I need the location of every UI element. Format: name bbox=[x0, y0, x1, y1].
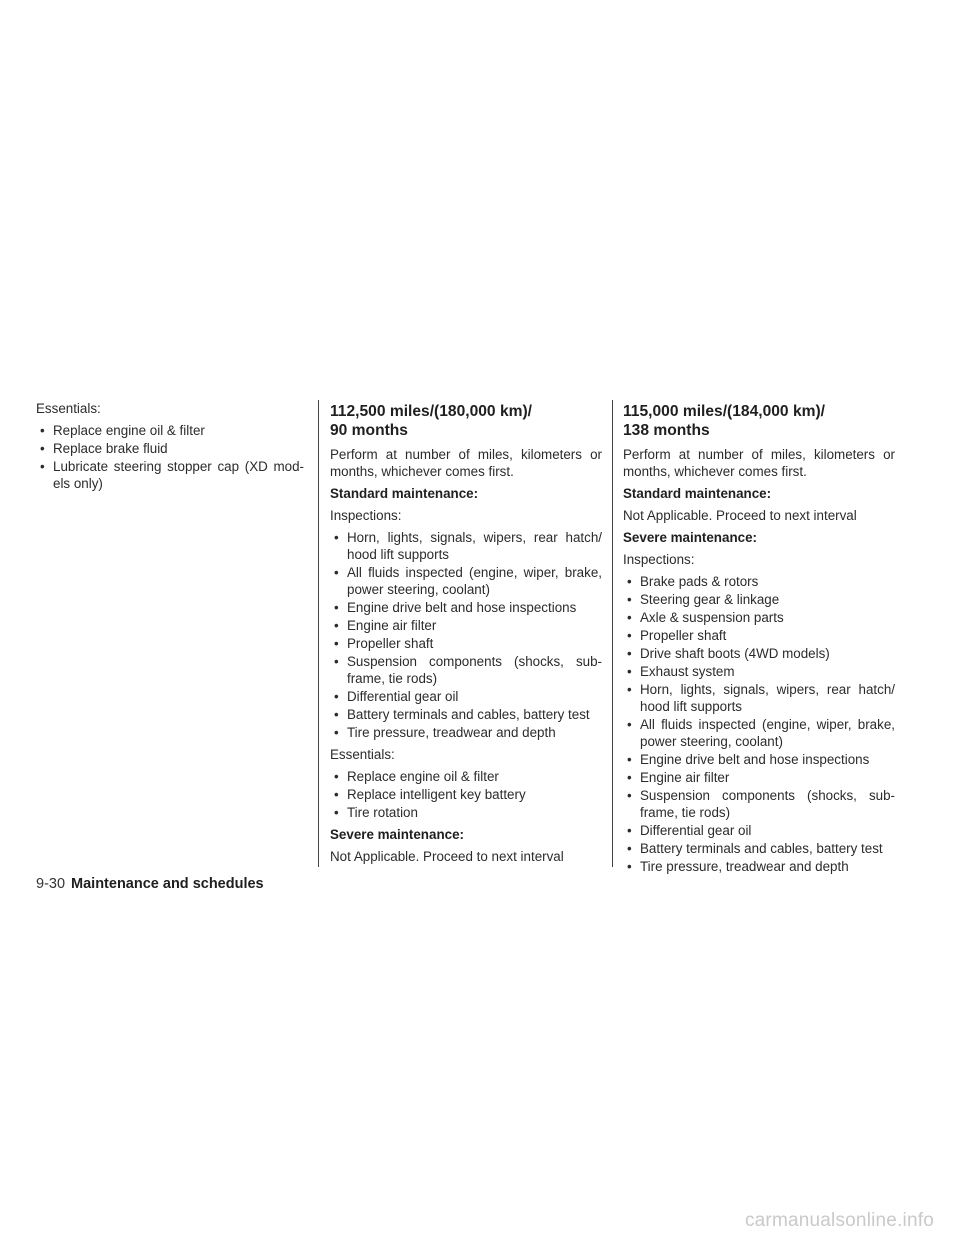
list-item: • All fluids inspected (engine, wiper, brake, power steering, coolant) bbox=[623, 716, 895, 750]
list-item: • Drive shaft boots (4WD models) bbox=[623, 645, 895, 662]
interval-heading bbox=[623, 402, 895, 440]
essentials-label: Essentials: bbox=[330, 747, 395, 762]
list-item: • Battery terminals and cables, battery test bbox=[330, 706, 602, 723]
intro-text: Perform at number of miles, kilometers or months, whichever comes first. bbox=[330, 447, 602, 479]
list-item: • Brake pads & rotors bbox=[623, 573, 895, 590]
inspections-label: Inspections: bbox=[330, 508, 402, 523]
inspections-list bbox=[330, 529, 602, 741]
intro-text: Perform at number of miles, kilometers or months, whichever comes first. bbox=[623, 447, 895, 479]
heading-line: 115,000 miles/(184,000 km)/ bbox=[623, 403, 826, 420]
left-column bbox=[36, 400, 304, 497]
list-item: • Steering gear & linkage bbox=[623, 591, 895, 608]
inspections-list bbox=[623, 573, 895, 875]
column-divider bbox=[318, 400, 319, 867]
watermark: carmanualsonline.info bbox=[744, 1210, 934, 1231]
list-item: • Engine drive belt and hose inspections bbox=[623, 751, 895, 768]
list-item: • Suspension components (shocks, sub-frame, tie rods) bbox=[623, 787, 895, 821]
standard-maintenance-label: Standard maintenance: bbox=[623, 486, 772, 501]
section-title: Maintenance and schedules bbox=[71, 876, 264, 892]
list-item: • Tire pressure, treadwear and depth bbox=[330, 724, 602, 741]
heading-line: 90 months bbox=[330, 422, 408, 439]
list-item: • Axle & suspension parts bbox=[623, 609, 895, 626]
right-column bbox=[623, 400, 895, 880]
interval-heading bbox=[330, 402, 602, 440]
list-item: • Tire rotation bbox=[330, 804, 602, 821]
list-item: • Horn, lights, signals, wipers, rear hatch/ hood lift supports bbox=[623, 681, 895, 715]
essentials-list bbox=[330, 768, 602, 821]
list-item: • Propeller shaft bbox=[623, 627, 895, 644]
severe-maintenance-text: Not Applicable. Proceed to next interval bbox=[330, 849, 564, 864]
list-item: • Engine air filter bbox=[330, 617, 602, 634]
standard-maintenance-label: Standard maintenance: bbox=[330, 486, 479, 501]
column-divider bbox=[612, 400, 613, 867]
page-number: 9-30 bbox=[36, 876, 66, 892]
middle-column bbox=[330, 400, 602, 870]
severe-maintenance-label: Severe maintenance: bbox=[330, 827, 464, 842]
standard-maintenance-text: Not Applicable. Proceed to next interval bbox=[623, 508, 857, 523]
list-item: • Suspension components (shocks, sub-frame, tie rods) bbox=[330, 653, 602, 687]
list-item: • Engine drive belt and hose inspections bbox=[330, 599, 602, 616]
list-item: • Replace brake fluid bbox=[36, 440, 304, 457]
page-footer bbox=[36, 876, 264, 892]
list-item: • Tire pressure, treadwear and depth bbox=[623, 858, 895, 875]
list-item: • Engine air filter bbox=[623, 769, 895, 786]
list-item: • Propeller shaft bbox=[330, 635, 602, 652]
heading-line: 138 months bbox=[623, 422, 710, 439]
list-item: • Exhaust system bbox=[623, 663, 895, 680]
essentials-list bbox=[36, 422, 304, 492]
list-item: • Differential gear oil bbox=[330, 688, 602, 705]
list-item: • Lubricate steering stopper cap (XD mod-els only) bbox=[36, 458, 304, 492]
heading-line: 112,500 miles/(180,000 km)/ bbox=[330, 403, 533, 420]
list-item: • Replace intelligent key battery bbox=[330, 786, 602, 803]
inspections-label: Inspections: bbox=[623, 552, 695, 567]
severe-maintenance-label: Severe maintenance: bbox=[623, 530, 757, 545]
list-item: • Replace engine oil & filter bbox=[330, 768, 602, 785]
list-item: • Replace engine oil & filter bbox=[36, 422, 304, 439]
list-item: • All fluids inspected (engine, wiper, brake, power steering, coolant) bbox=[330, 564, 602, 598]
list-item: • Battery terminals and cables, battery test bbox=[623, 840, 895, 857]
list-item: • Differential gear oil bbox=[623, 822, 895, 839]
list-item: • Horn, lights, signals, wipers, rear hatch/ hood lift supports bbox=[330, 529, 602, 563]
essentials-label: Essentials: bbox=[36, 401, 101, 416]
